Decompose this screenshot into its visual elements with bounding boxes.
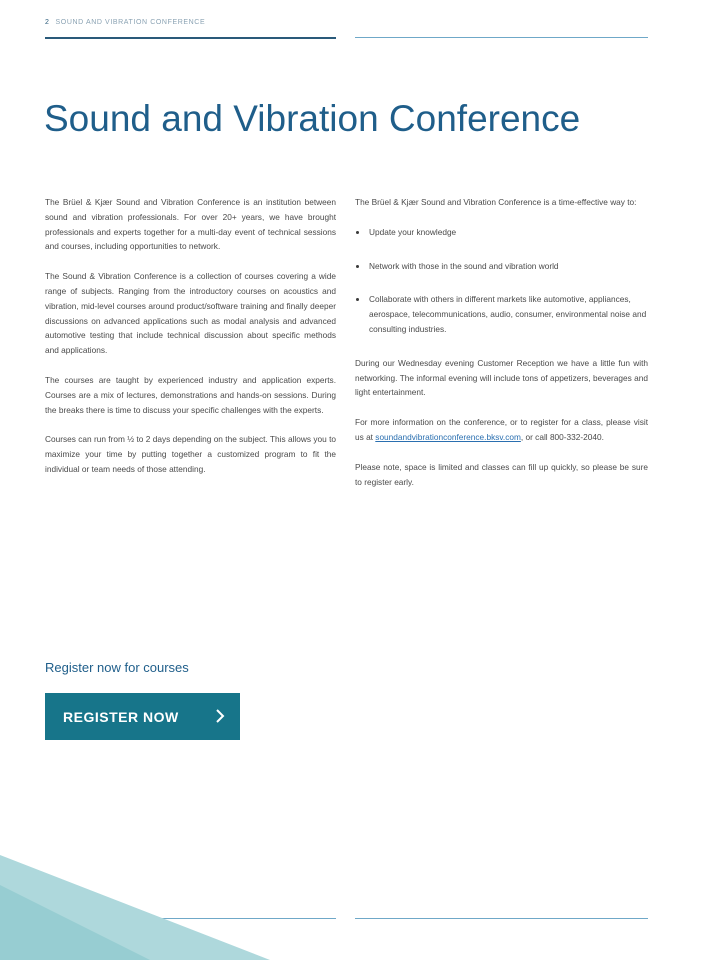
info-text-after: , or call 800-332-2040. (520, 431, 604, 442)
paragraph-duration: Courses can run from ½ to 2 days depending on the subject. This allows you to maximize your time by putting together a customized program to fit the individual or team needs of those attending. (45, 434, 336, 474)
register-now-button[interactable] (45, 693, 240, 740)
left-column (45, 195, 336, 492)
paragraph-info (355, 415, 648, 445)
footer-rule-right (355, 918, 648, 919)
benefits-list (355, 225, 648, 337)
right-column (355, 195, 648, 504)
conference-website-link[interactable]: soundandvibrationconference.bksv.com (375, 431, 521, 442)
running-header (45, 19, 205, 26)
paragraph-reception: During our Wednesday evening Customer Reception we have a little fun with networking. The informal evening will include tons of appetizers, beverages and light entertainment. (355, 357, 648, 398)
register-now-label: REGISTER NOW (63, 709, 179, 725)
paragraph-intro: The Brüel & Kjær Sound and Vibration Conference is an institution between sound and vibration professionals. For over 20+ years, we have brought professionals and experts together for a multi-day event of technical sessions and courses, including opportunities to network. (45, 197, 336, 252)
cta-heading: Register now for courses (45, 660, 189, 675)
decorative-corner-shape (0, 855, 270, 960)
page-number: 2 (45, 19, 50, 26)
paragraph-benefits-intro: The Brüel & Kjær Sound and Vibration Conference is a time-effective way to: (355, 197, 637, 207)
list-item: Collaborate with others in different markets like automotive, appliances, aerospace, telecommunications, audio, consumer, environmental noise and consulting industries. (355, 292, 648, 336)
page-title: Sound and Vibration Conference (44, 98, 581, 139)
paragraph-instructors: The courses are taught by experienced industry and application experts. Courses are a mix of lectures, demonstrations and hands-on sessions. During the breaks there is time to discuss your specific challenges with the experts. (45, 374, 336, 415)
paragraph-courses: The Sound & Vibration Conference is a collection of courses covering a wide range of subjects. Ranging from the introductory courses on acoustics and vibration, mid-level courses around product/software training and finally deeper discussions on advanced applications such as modal analysis and advanced automotive testing that include technical discussion about specific methods and applications. (45, 271, 336, 356)
running-title: SOUND AND VIBRATION CONFERENCE (55, 19, 206, 26)
list-item: Network with those in the sound and vibration world (355, 259, 648, 274)
chevron-right-icon (215, 708, 225, 724)
header-rule-right (355, 37, 648, 38)
list-item: Update your knowledge (355, 225, 648, 240)
paragraph-note: Please note, space is limited and classes can fill up quickly, so please be sure to register early. (355, 461, 648, 487)
header-rule-left (45, 37, 336, 39)
info-text-before: For more information on the conference, or to register for a class, please visit us at (355, 417, 648, 442)
